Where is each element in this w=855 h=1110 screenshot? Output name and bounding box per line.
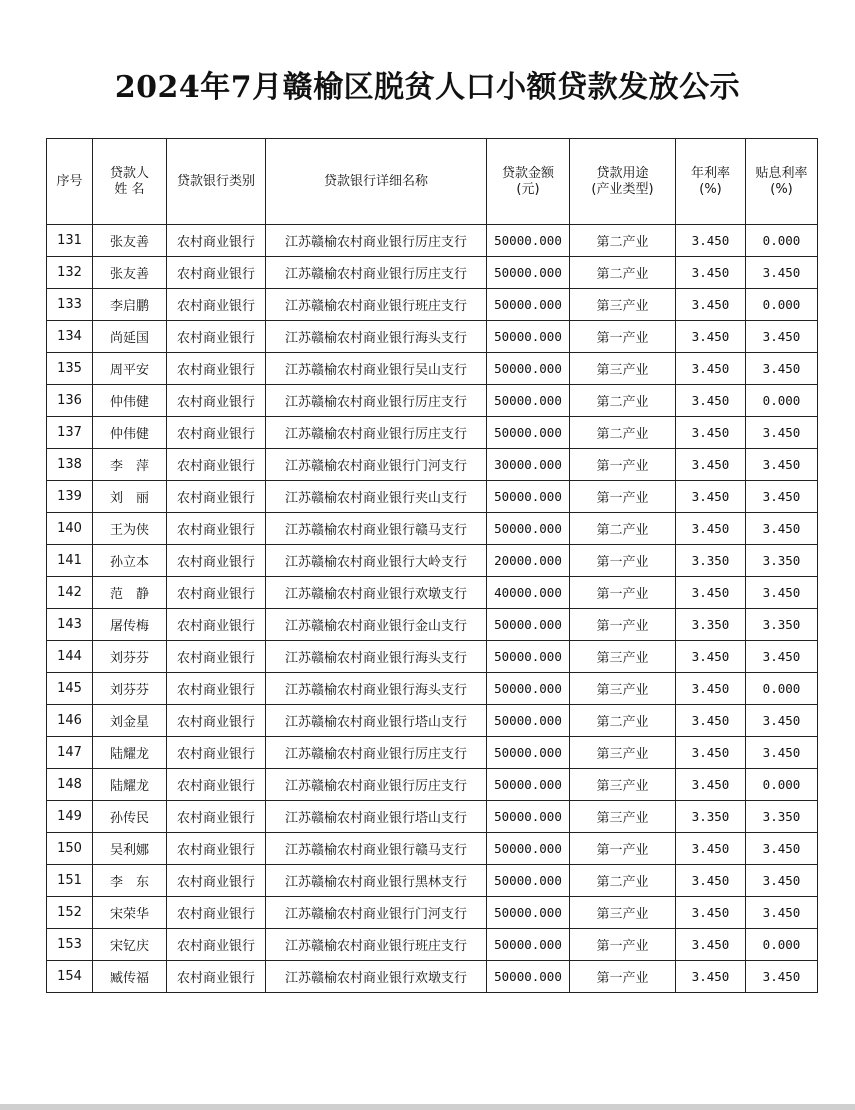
loan-table xyxy=(46,138,818,993)
cell-name: 吴利娜 xyxy=(93,833,167,865)
cell-amount: 50000.000 xyxy=(487,801,570,833)
cell-rate: 3.350 xyxy=(676,545,746,577)
cell-seq: 145 xyxy=(47,673,93,705)
cell-usage: 第二产业 xyxy=(570,705,676,737)
cell-bank-type: 农村商业银行 xyxy=(167,417,266,449)
cell-subsidy: 0.000 xyxy=(746,929,818,961)
cell-seq: 137 xyxy=(47,417,93,449)
cell-bank-detail: 江苏赣榆农村商业银行大岭支行 xyxy=(266,545,487,577)
cell-amount: 50000.000 xyxy=(487,833,570,865)
cell-seq: 133 xyxy=(47,289,93,321)
cell-subsidy: 3.450 xyxy=(746,353,818,385)
cell-name: 李 东 xyxy=(93,865,167,897)
cell-subsidy: 3.450 xyxy=(746,513,818,545)
cell-seq: 139 xyxy=(47,481,93,513)
table-row xyxy=(47,737,818,769)
cell-amount: 50000.000 xyxy=(487,609,570,641)
cell-usage: 第三产业 xyxy=(570,641,676,673)
cell-subsidy: 0.000 xyxy=(746,225,818,257)
cell-seq: 138 xyxy=(47,449,93,481)
cell-seq: 135 xyxy=(47,353,93,385)
cell-bank-type: 农村商业银行 xyxy=(167,673,266,705)
cell-subsidy: 0.000 xyxy=(746,289,818,321)
cell-bank-detail: 江苏赣榆农村商业银行金山支行 xyxy=(266,609,487,641)
cell-subsidy: 0.000 xyxy=(746,769,818,801)
table-row xyxy=(47,417,818,449)
cell-bank-type: 农村商业银行 xyxy=(167,321,266,353)
cell-amount: 50000.000 xyxy=(487,257,570,289)
table-row xyxy=(47,385,818,417)
cell-bank-detail: 江苏赣榆农村商业银行班庄支行 xyxy=(266,289,487,321)
cell-usage: 第三产业 xyxy=(570,673,676,705)
cell-seq: 132 xyxy=(47,257,93,289)
header-rate: 年利率 (%) xyxy=(676,139,746,225)
cell-bank-type: 农村商业银行 xyxy=(167,225,266,257)
cell-bank-detail: 江苏赣榆农村商业银行海头支行 xyxy=(266,673,487,705)
table-row xyxy=(47,513,818,545)
cell-rate: 3.450 xyxy=(676,513,746,545)
cell-rate: 3.450 xyxy=(676,641,746,673)
cell-rate: 3.450 xyxy=(676,257,746,289)
cell-subsidy: 3.450 xyxy=(746,641,818,673)
cell-usage: 第一产业 xyxy=(570,577,676,609)
cell-name: 仲伟健 xyxy=(93,417,167,449)
cell-seq: 143 xyxy=(47,609,93,641)
cell-rate: 3.450 xyxy=(676,289,746,321)
cell-amount: 50000.000 xyxy=(487,289,570,321)
cell-name: 孙传民 xyxy=(93,801,167,833)
header-amount: 贷款金额 (元) xyxy=(487,139,570,225)
cell-seq: 150 xyxy=(47,833,93,865)
cell-rate: 3.450 xyxy=(676,225,746,257)
cell-bank-type: 农村商业银行 xyxy=(167,609,266,641)
cell-bank-type: 农村商业银行 xyxy=(167,513,266,545)
table-row xyxy=(47,289,818,321)
cell-name: 屠传梅 xyxy=(93,609,167,641)
cell-bank-detail: 江苏赣榆农村商业银行门河支行 xyxy=(266,449,487,481)
cell-seq: 141 xyxy=(47,545,93,577)
cell-bank-detail: 江苏赣榆农村商业银行厉庄支行 xyxy=(266,225,487,257)
cell-seq: 148 xyxy=(47,769,93,801)
cell-rate: 3.450 xyxy=(676,929,746,961)
header-seq: 序号 xyxy=(47,139,93,225)
cell-usage: 第二产业 xyxy=(570,385,676,417)
cell-amount: 50000.000 xyxy=(487,385,570,417)
cell-rate: 3.450 xyxy=(676,385,746,417)
cell-name: 宋钇庆 xyxy=(93,929,167,961)
cell-bank-type: 农村商业银行 xyxy=(167,449,266,481)
cell-rate: 3.450 xyxy=(676,833,746,865)
page-title: 2024年7月赣榆区脱贫人口小额贷款发放公示 xyxy=(114,70,741,105)
cell-name: 仲伟健 xyxy=(93,385,167,417)
cell-bank-detail: 江苏赣榆农村商业银行班庄支行 xyxy=(266,929,487,961)
cell-rate: 3.350 xyxy=(676,801,746,833)
cell-usage: 第三产业 xyxy=(570,769,676,801)
cell-subsidy: 3.350 xyxy=(746,609,818,641)
cell-bank-type: 农村商业银行 xyxy=(167,353,266,385)
table-row xyxy=(47,641,818,673)
cell-seq: 144 xyxy=(47,641,93,673)
cell-bank-detail: 江苏赣榆农村商业银行厉庄支行 xyxy=(266,385,487,417)
cell-usage: 第一产业 xyxy=(570,609,676,641)
cell-usage: 第三产业 xyxy=(570,897,676,929)
cell-subsidy: 3.350 xyxy=(746,801,818,833)
cell-usage: 第三产业 xyxy=(570,737,676,769)
cell-usage: 第一产业 xyxy=(570,929,676,961)
cell-amount: 50000.000 xyxy=(487,513,570,545)
cell-seq: 146 xyxy=(47,705,93,737)
cell-seq: 140 xyxy=(47,513,93,545)
table-row xyxy=(47,545,818,577)
cell-rate: 3.450 xyxy=(676,449,746,481)
bottom-scroll-bar xyxy=(0,1104,855,1110)
cell-bank-detail: 江苏赣榆农村商业银行厉庄支行 xyxy=(266,737,487,769)
cell-seq: 154 xyxy=(47,961,93,993)
cell-bank-detail: 江苏赣榆农村商业银行赣马支行 xyxy=(266,833,487,865)
table-row xyxy=(47,353,818,385)
cell-subsidy: 3.450 xyxy=(746,961,818,993)
cell-bank-detail: 江苏赣榆农村商业银行欢墩支行 xyxy=(266,577,487,609)
cell-usage: 第一产业 xyxy=(570,449,676,481)
cell-subsidy: 0.000 xyxy=(746,673,818,705)
cell-bank-detail: 江苏赣榆农村商业银行赣马支行 xyxy=(266,513,487,545)
cell-name: 尚延国 xyxy=(93,321,167,353)
cell-name: 刘芬芬 xyxy=(93,641,167,673)
cell-subsidy: 3.450 xyxy=(746,481,818,513)
cell-bank-type: 农村商业银行 xyxy=(167,769,266,801)
cell-rate: 3.450 xyxy=(676,417,746,449)
cell-amount: 30000.000 xyxy=(487,449,570,481)
cell-amount: 50000.000 xyxy=(487,481,570,513)
cell-bank-detail: 江苏赣榆农村商业银行夹山支行 xyxy=(266,481,487,513)
cell-subsidy: 0.000 xyxy=(746,385,818,417)
cell-bank-type: 农村商业银行 xyxy=(167,705,266,737)
cell-amount: 50000.000 xyxy=(487,225,570,257)
cell-usage: 第三产业 xyxy=(570,801,676,833)
cell-bank-type: 农村商业银行 xyxy=(167,545,266,577)
table-row xyxy=(47,769,818,801)
cell-rate: 3.450 xyxy=(676,897,746,929)
cell-bank-type: 农村商业银行 xyxy=(167,833,266,865)
table-row xyxy=(47,801,818,833)
cell-name: 范 静 xyxy=(93,577,167,609)
cell-name: 张友善 xyxy=(93,225,167,257)
cell-bank-detail: 江苏赣榆农村商业银行海头支行 xyxy=(266,641,487,673)
cell-name: 张友善 xyxy=(93,257,167,289)
header-bank-detail: 贷款银行详细名称 xyxy=(266,139,487,225)
cell-bank-detail: 江苏赣榆农村商业银行厉庄支行 xyxy=(266,417,487,449)
cell-usage: 第二产业 xyxy=(570,417,676,449)
cell-usage: 第一产业 xyxy=(570,481,676,513)
table-row xyxy=(47,929,818,961)
table-row xyxy=(47,321,818,353)
cell-bank-type: 农村商业银行 xyxy=(167,641,266,673)
cell-rate: 3.450 xyxy=(676,737,746,769)
cell-subsidy: 3.450 xyxy=(746,897,818,929)
cell-bank-type: 农村商业银行 xyxy=(167,385,266,417)
cell-rate: 3.450 xyxy=(676,353,746,385)
table-row xyxy=(47,897,818,929)
cell-bank-type: 农村商业银行 xyxy=(167,737,266,769)
cell-subsidy: 3.350 xyxy=(746,545,818,577)
cell-amount: 50000.000 xyxy=(487,641,570,673)
header-usage: 贷款用途 (产业类型) xyxy=(570,139,676,225)
cell-name: 刘 丽 xyxy=(93,481,167,513)
cell-rate: 3.450 xyxy=(676,577,746,609)
cell-rate: 3.450 xyxy=(676,705,746,737)
cell-amount: 50000.000 xyxy=(487,321,570,353)
cell-bank-detail: 江苏赣榆农村商业银行塔山支行 xyxy=(266,801,487,833)
cell-amount: 50000.000 xyxy=(487,353,570,385)
cell-usage: 第一产业 xyxy=(570,545,676,577)
cell-amount: 50000.000 xyxy=(487,897,570,929)
table-body xyxy=(47,225,818,993)
cell-usage: 第一产业 xyxy=(570,321,676,353)
cell-bank-type: 农村商业银行 xyxy=(167,961,266,993)
cell-amount: 50000.000 xyxy=(487,929,570,961)
header-subsidy: 贴息利率 (%) xyxy=(746,139,818,225)
table-row xyxy=(47,833,818,865)
cell-usage: 第二产业 xyxy=(570,513,676,545)
cell-bank-detail: 江苏赣榆农村商业银行海头支行 xyxy=(266,321,487,353)
cell-name: 宋荣华 xyxy=(93,897,167,929)
table-row xyxy=(47,961,818,993)
cell-amount: 50000.000 xyxy=(487,673,570,705)
cell-subsidy: 3.450 xyxy=(746,449,818,481)
cell-seq: 131 xyxy=(47,225,93,257)
cell-amount: 20000.000 xyxy=(487,545,570,577)
cell-usage: 第二产业 xyxy=(570,865,676,897)
cell-amount: 50000.000 xyxy=(487,417,570,449)
cell-name: 陆耀龙 xyxy=(93,769,167,801)
table-row xyxy=(47,577,818,609)
cell-seq: 153 xyxy=(47,929,93,961)
cell-name: 李启鹏 xyxy=(93,289,167,321)
cell-amount: 50000.000 xyxy=(487,961,570,993)
cell-amount: 50000.000 xyxy=(487,737,570,769)
cell-amount: 40000.000 xyxy=(487,577,570,609)
cell-seq: 152 xyxy=(47,897,93,929)
cell-bank-type: 农村商业银行 xyxy=(167,897,266,929)
cell-subsidy: 3.450 xyxy=(746,321,818,353)
cell-bank-type: 农村商业银行 xyxy=(167,481,266,513)
cell-seq: 134 xyxy=(47,321,93,353)
cell-subsidy: 3.450 xyxy=(746,737,818,769)
cell-name: 刘芬芬 xyxy=(93,673,167,705)
cell-name: 刘金星 xyxy=(93,705,167,737)
cell-subsidy: 3.450 xyxy=(746,257,818,289)
cell-rate: 3.450 xyxy=(676,673,746,705)
cell-bank-type: 农村商业银行 xyxy=(167,801,266,833)
cell-bank-type: 农村商业银行 xyxy=(167,865,266,897)
cell-bank-type: 农村商业银行 xyxy=(167,289,266,321)
cell-usage: 第三产业 xyxy=(570,353,676,385)
cell-seq: 149 xyxy=(47,801,93,833)
cell-bank-detail: 江苏赣榆农村商业银行门河支行 xyxy=(266,897,487,929)
cell-seq: 142 xyxy=(47,577,93,609)
table-row xyxy=(47,609,818,641)
table-row xyxy=(47,705,818,737)
table-row xyxy=(47,673,818,705)
cell-name: 周平安 xyxy=(93,353,167,385)
table-row xyxy=(47,257,818,289)
cell-rate: 3.450 xyxy=(676,321,746,353)
cell-seq: 151 xyxy=(47,865,93,897)
table-row xyxy=(47,481,818,513)
cell-bank-detail: 江苏赣榆农村商业银行吴山支行 xyxy=(266,353,487,385)
cell-bank-type: 农村商业银行 xyxy=(167,577,266,609)
cell-usage: 第三产业 xyxy=(570,289,676,321)
cell-rate: 3.450 xyxy=(676,865,746,897)
cell-usage: 第二产业 xyxy=(570,257,676,289)
cell-bank-detail: 江苏赣榆农村商业银行欢墩支行 xyxy=(266,961,487,993)
cell-name: 陆耀龙 xyxy=(93,737,167,769)
cell-bank-detail: 江苏赣榆农村商业银行塔山支行 xyxy=(266,705,487,737)
cell-rate: 3.350 xyxy=(676,609,746,641)
cell-usage: 第二产业 xyxy=(570,225,676,257)
cell-amount: 50000.000 xyxy=(487,865,570,897)
table-row xyxy=(47,449,818,481)
cell-bank-type: 农村商业银行 xyxy=(167,257,266,289)
cell-rate: 3.450 xyxy=(676,481,746,513)
cell-subsidy: 3.450 xyxy=(746,577,818,609)
cell-subsidy: 3.450 xyxy=(746,865,818,897)
cell-usage: 第一产业 xyxy=(570,833,676,865)
cell-bank-type: 农村商业银行 xyxy=(167,929,266,961)
table-row xyxy=(47,225,818,257)
table-row xyxy=(47,865,818,897)
cell-amount: 50000.000 xyxy=(487,769,570,801)
cell-name: 李 萍 xyxy=(93,449,167,481)
cell-name: 孙立本 xyxy=(93,545,167,577)
cell-bank-detail: 江苏赣榆农村商业银行厉庄支行 xyxy=(266,769,487,801)
cell-amount: 50000.000 xyxy=(487,705,570,737)
header-name: 贷款人 姓 名 xyxy=(93,139,167,225)
cell-bank-detail: 江苏赣榆农村商业银行厉庄支行 xyxy=(266,257,487,289)
cell-seq: 147 xyxy=(47,737,93,769)
cell-rate: 3.450 xyxy=(676,769,746,801)
cell-subsidy: 3.450 xyxy=(746,833,818,865)
header-bank-type: 贷款银行类别 xyxy=(167,139,266,225)
cell-name: 王为侠 xyxy=(93,513,167,545)
cell-seq: 136 xyxy=(47,385,93,417)
cell-subsidy: 3.450 xyxy=(746,417,818,449)
cell-name: 臧传福 xyxy=(93,961,167,993)
cell-rate: 3.450 xyxy=(676,961,746,993)
cell-bank-detail: 江苏赣榆农村商业银行黑林支行 xyxy=(266,865,487,897)
cell-usage: 第一产业 xyxy=(570,961,676,993)
table-header-row xyxy=(47,139,818,225)
cell-subsidy: 3.450 xyxy=(746,705,818,737)
